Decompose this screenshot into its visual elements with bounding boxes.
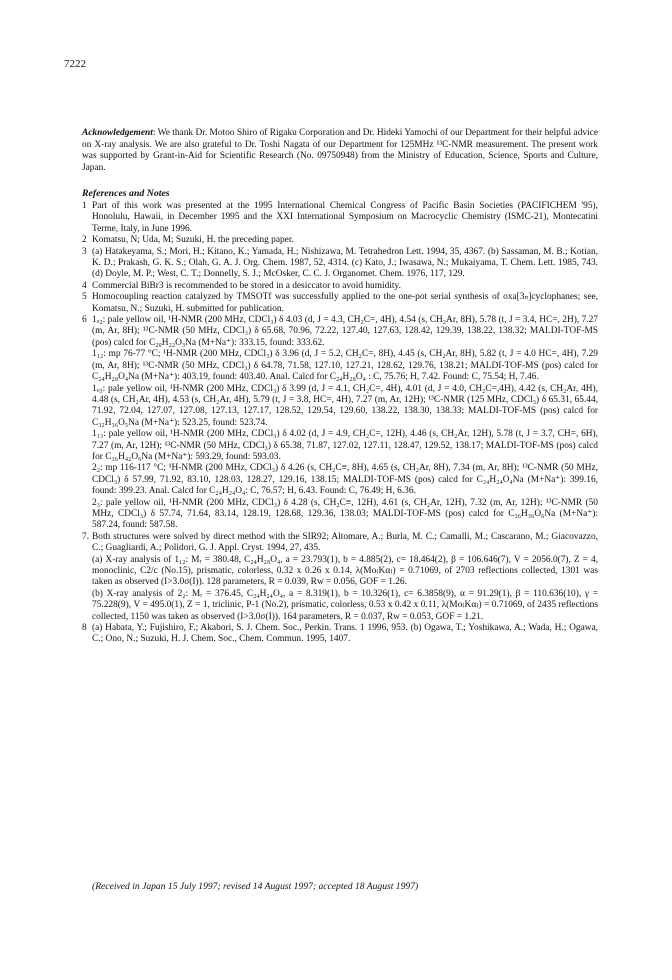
reference-subentry (82, 589, 598, 623)
reference-text: (a) X-ray analysis of 1₁₂: Mᵣ = 380.48, C₂₄H₂₈O₄, a = 23.793(1), b = 4.885(2), c= 18.464(2), β = 106.646(7), V = 2056.0(7), Z = 4, monoclinic, C2/c (No.15), prismatic, colorless, 0.32 x 0.26 x 0.14, λ(Mo₍Kα₎) = 0.71069, of 2703 reflections collected, 1301 was taken as observed (I>3.0σ(I)). 128 parameters, R = 0.039, Rw = 0.056, GOF = 1.26. (92, 554, 598, 588)
reference-number: 4 (82, 280, 87, 291)
reference-item (82, 201, 598, 235)
references-list (82, 201, 598, 646)
reference-text: 2₃: pale yellow oil, ¹H-NMR (200 MHz, CDCl₃) δ 4.28 (s, CH₂C≡, 12H), 4.61 (s, CH₂Ar, 12H), 7.32 (m, Ar, 12H); ¹³C-NMR (50 MHz, CDCl₃) δ 57.74, 71.64, 83.14, 128.19, 128.68, 129.36, 138.03; MALDI-TOF-MS (pos) calcd for C₃₆H₃₆O₆Na (M+Na⁺): 587.24, found: 587.58. (92, 497, 598, 531)
acknowledgement-paragraph (82, 128, 598, 174)
reference-text: (b) X-ray analysis of 2₂: Mᵣ = 376.45, C₂₄H₂₄O₄, a = 8.319(1), b = 10.326(1), c= 6.3858(9), α = 91.29(1), β = 110.636(10), γ = 75.228(9), V = 495.0(1), Z = 1, triclinic, P-1 (No.2), prismatic, colorless, 0.53 x 0.42 x 0.11, λ(Mo₍Kα₎) = 0.71069, of 2435 reflections collected, 1150 was taken as observed (I>3.0σ(I)). 164 parameters, R = 0.037, Rw = 0.053, GOF = 1.21. (92, 588, 598, 622)
reference-text: Both structures were solved by direct method with the SIR92; Altomare, A.; Burla, M. C.; Camalli, M.; Cascarano, M.; Giacovazzo, C.; Guagliardi, A.; Polidori, G. J. Appl. Cryst. 1994, 27, 435. (92, 531, 598, 554)
reference-text: Commercial BiBr3 is recommended to be stored in a desiccator to avoid humidity. (92, 280, 401, 291)
reference-item (82, 247, 598, 281)
reference-item (82, 235, 598, 246)
reference-text: 1ₒ₂: pale yellow oil, ¹H-NMR (200 MHz, CDCl₃) δ 4.03 (d, J = 4.3, CH₂C=, 4H), 4.54 (s, CH₂Ar, 8H), 5.78 (t, J = 3.4, HC=, 2H), 7.27 (m, Ar, 8H); ¹³C-NMR (50 MHz, CDCl₃) δ 65.68, 70.96, 72.22, 127.40, 127.63, 128.42, 129.39, 138.22, 138.32; MALDI-TOF-MS (pos) calcd for C₂₀H₂₂O₃Na (M+Na⁺): 333.15, found: 333.62. (92, 315, 598, 348)
acknowledgement-label: Acknowledgement (82, 128, 153, 138)
reference-subentry (82, 498, 598, 532)
reference-number: 6 (82, 315, 87, 326)
reference-text: Homocoupling reaction catalyzed by TMSOTf was successfully applied to the one-pot serial synthesis of oxa[3ₙ]cyclophanes; see, Komatsu, N.; Suzuki, H. submitted for publication. (92, 292, 598, 314)
reference-subentry (82, 384, 598, 430)
reference-text: Komatsu, N; Uda, M; Suzuki, H. the preceding paper. (92, 235, 294, 246)
reference-subentry (82, 463, 598, 497)
reference-number: 3 (82, 246, 87, 257)
reference-text: Part of this work was presented at the 1995 International Chemical Congress of Pacific Basin Societies (PACIFICHEM '95), Honolulu, Hawaii, in December 1995 and the XXI International Symposium on Macrocyclic Chemistry (ISMC-21), Montecatini Terme, Italy, in June 1996. (92, 201, 598, 234)
reference-number: 7. (82, 531, 90, 542)
reference-item (82, 281, 598, 292)
reference-subentry (82, 555, 598, 589)
reference-item (82, 623, 598, 646)
reference-number: 1 (82, 201, 87, 211)
reference-text: (a) Hatakeyama, S.; Mori, H.; Kitano, K.; Yamada, H.; Nishizawa, M. Tetrahedron Lett. 1994, 35, 4367. (b) Sassaman, M. B.; Kotian, K. D.; Prakash, G. K. S.; Olah, G. A. J. Org. Chem. 1987, 52, 4314. (c) Kato, J.; Iwasawa, N.; Mukaiyama, T. Chem. Lett. 1985, 743. (d) Doyle, M. P.; West, C. T.; Donnelly, S. J.; McOsker, C. C. J. Organomet. Chem. 1976, 117, 129. (92, 246, 598, 280)
reference-text: 2₂: mp 116-117 °C; ¹H-NMR (200 MHz, CDCl₃) δ 4.26 (s, CH₂C≡, 8H), 4.65 (s, CH₂Ar, 8H), 7.34 (m, Ar, 8H); ¹³C-NMR (50 MHz, CDCl₃) δ 57.99, 71.92, 83.10, 128.03, 128.27, 129.16, 138.15; MALDI-TOF-MS (pos) calcd for C₂₄H₂₄O₄Na (M+Na⁺): 399.16, found: 399.23. Anal. Calcd for C₂₄H₂₄O₄: C, 76.57; H, 6.43. Found: C, 76.49; H, 6.36. (92, 463, 598, 497)
reference-text: 1ₒ₃: pale yellow oil, ¹H-NMR (200 MHz, CDCl₃) δ 3.99 (d, J = 4.1, CH₂C=, 4H), 4.01 (d, J = 4.0, CH₂C=,4H), 4.42 (s, CH₂Ar, 4H), 4.48 (s, CH₂Ar, 4H), 4.53 (s, CH₂Ar, 4H), 5.79 (t, J = 3.8, HC=, 4H), 7.27 (m, Ar, 12H); ¹³C-NMR (125 MHz, CDCl₃) δ 65.31, 65.44, 71.92, 72.04, 127.07, 127.08, 127.13, 127.17, 128.52, 129.54, 129.60, 138.22, 138.30, 138.33; MALDI-TOF-MS (pos) calcd for C₃₂H₃₆O₅Na (M+Na⁺): 523.25, found: 523.74. (92, 383, 598, 428)
reference-item (82, 315, 598, 349)
reference-text: 1₁₂: mp 76-77 °C; ¹H-NMR (200 MHz, CDCl₃) δ 3.96 (d, J = 5.2, CH₂C=, 8H), 4.45 (s, CH₂Ar, 8H), 5.82 (t, J = 4.0 HC=, 4H), 7.29 (m, Ar, 8H); ¹³C-NMR (50 MHz, CDCl₃) δ 64.78, 71.58, 127.10, 127.21, 128.62, 129.76, 138.21; MALDI-TOF-MS (pos) calcd for C₂₄H₂₈O₄Na (M+Na⁺): 403.19, found: 403.40. Anal. Calcd for C₂₄H₂₈O₄ : C, 75.76; H, 7.42. Found: C, 75.54; H, 7.46. (92, 349, 598, 383)
reference-number: 8 (82, 623, 87, 634)
page-number: 7222 (64, 58, 86, 70)
received-dates: (Received in Japan 15 July 1997; revised 14 August 1997; accepted 18 August 1997) (92, 881, 419, 892)
reference-number: 5 (82, 292, 87, 303)
reference-text: 1₁₃: pale yellow oil, ¹H-NMR (200 MHz, CDCl₃) δ 4.02 (d, J = 4.9, CH₂C=, 12H), 4.46 (s, CH₂Ar, 12H), 5.78 (t, J = 3.7, CH=, 6H), 7.27 (m, Ar, 12H); ¹³C-NMR (50 MHz, CDCl₃) δ 65.38, 71.87, 127.02, 127.11, 128.47, 129.52, 138.17; MALDI-TOF-MS (pos) calcd for C₃₆H₄₂O₆Na (M+Na⁺): 593.29, found: 593.03. (92, 429, 598, 462)
reference-item (82, 532, 598, 555)
references-heading: References and Notes (82, 188, 170, 199)
acknowledgement-text: : We thank Dr. Motoo Shiro of Rigaku Corporation and Dr. Hideki Yamochi of our Department for their helpful advice on X-ray analysis. We are also grateful to Dr. Toshi Nagata of our Department for 125MHz ¹³C-NMR measurement. The present work was supported by Grant-in-Aid for Scientific Research (No. 09750948) from the Ministry of Education, Science, Sports and Culture, Japan. (82, 128, 598, 173)
reference-subentry (82, 429, 598, 463)
reference-item (82, 292, 598, 315)
reference-text: (a) Habata, Y.; Fujishiro, F.; Akabori, S. J. Chem. Soc., Perkin. Trans. 1 1996, 953. (b) Ogawa, T.; Yoshikawa, A.; Wada, H.; Ogawa, C.; Ono, N.; Suzuki, H. J. Chem. Soc., Chem. Commun. 1995, 1407. (92, 623, 598, 645)
reference-subentry (82, 349, 598, 383)
reference-number: 2 (82, 235, 87, 246)
